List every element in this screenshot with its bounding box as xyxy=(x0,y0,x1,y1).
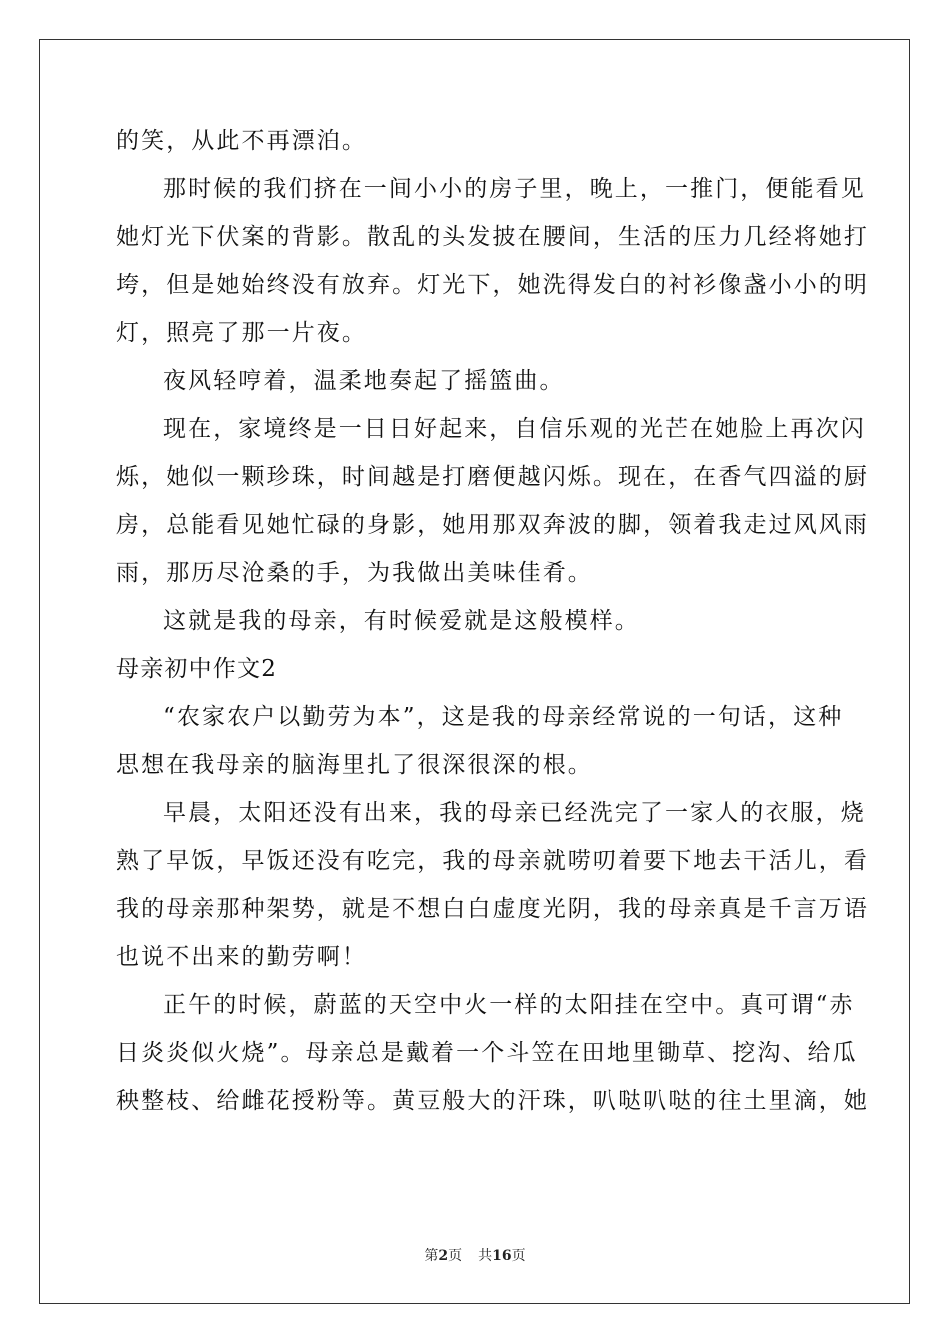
text-line: 垮，但是她始终没有放弃。灯光下，她洗得发白的衬衫像盏小小的明 xyxy=(116,272,869,298)
text-line: 熟了早饭，早饭还没有吃完，我的母亲就唠叨着要下地去干活儿，看 xyxy=(116,848,869,874)
text-line: 早晨，太阳还没有出来，我的母亲已经洗完了一家人的衣服，烧 xyxy=(163,800,866,826)
text-line: 烁，她似一颗珍珠，时间越是打磨便越闪烁。现在，在香气四溢的厨 xyxy=(116,464,869,490)
text-line: 正午的时候，蔚蓝的天空中火一样的太阳挂在空中。真可谓“赤 xyxy=(163,992,855,1018)
document-body xyxy=(116,128,869,1136)
text-line: 灯，照亮了那一片夜。 xyxy=(116,320,367,346)
text-line: 思想在我母亲的脑海里扎了很深很深的根。 xyxy=(116,752,593,778)
page-footer xyxy=(0,1247,950,1265)
total-pages: 16 xyxy=(492,1248,512,1264)
total-prefix: 共 xyxy=(478,1248,493,1264)
page-prefix: 第 xyxy=(424,1248,439,1264)
text-line: 秧整枝、给雌花授粉等。黄豆般大的汗珠，叭哒叭哒的往土里滴，她 xyxy=(116,1088,869,1114)
text-line: 那时候的我们挤在一间小小的房子里，晚上，一推门，便能看见 xyxy=(163,176,866,202)
page-number: 2 xyxy=(438,1248,449,1264)
text-line: 她灯光下伏案的背影。散乱的头发披在腰间，生活的压力几经将她打 xyxy=(116,224,869,250)
total-suffix: 页 xyxy=(511,1248,526,1264)
text-line: 雨，那历尽沧桑的手，为我做出美味佳肴。 xyxy=(116,560,593,586)
section-heading: 母亲初中作文2 xyxy=(116,656,278,682)
text-line: 日炎炎似火烧”。母亲总是戴着一个斗笠在田地里锄草、挖沟、给瓜 xyxy=(116,1040,858,1066)
text-line: 房，总能看见她忙碌的身影，她用那双奔波的脚，领着我走过风风雨 xyxy=(116,512,869,538)
text-line: 夜风轻哼着，温柔地奏起了摇篮曲。 xyxy=(163,368,565,394)
text-line: 我的母亲那种架势，就是不想白白虚度光阴，我的母亲真是千言万语 xyxy=(116,896,869,922)
text-line: 的笑，从此不再漂泊。 xyxy=(116,128,367,154)
page-suffix: 页 xyxy=(448,1248,463,1264)
text-line: 这就是我的母亲，有时候爱就是这般模样。 xyxy=(163,608,640,634)
text-line: 也说不出来的勤劳啊！ xyxy=(116,944,367,970)
text-line: “农家农户以勤劳为本”，这是我的母亲经常说的一句话，这种 xyxy=(163,704,844,730)
text-line: 现在，家境终是一日日好起来，自信乐观的光芒在她脸上再次闪 xyxy=(163,416,866,442)
